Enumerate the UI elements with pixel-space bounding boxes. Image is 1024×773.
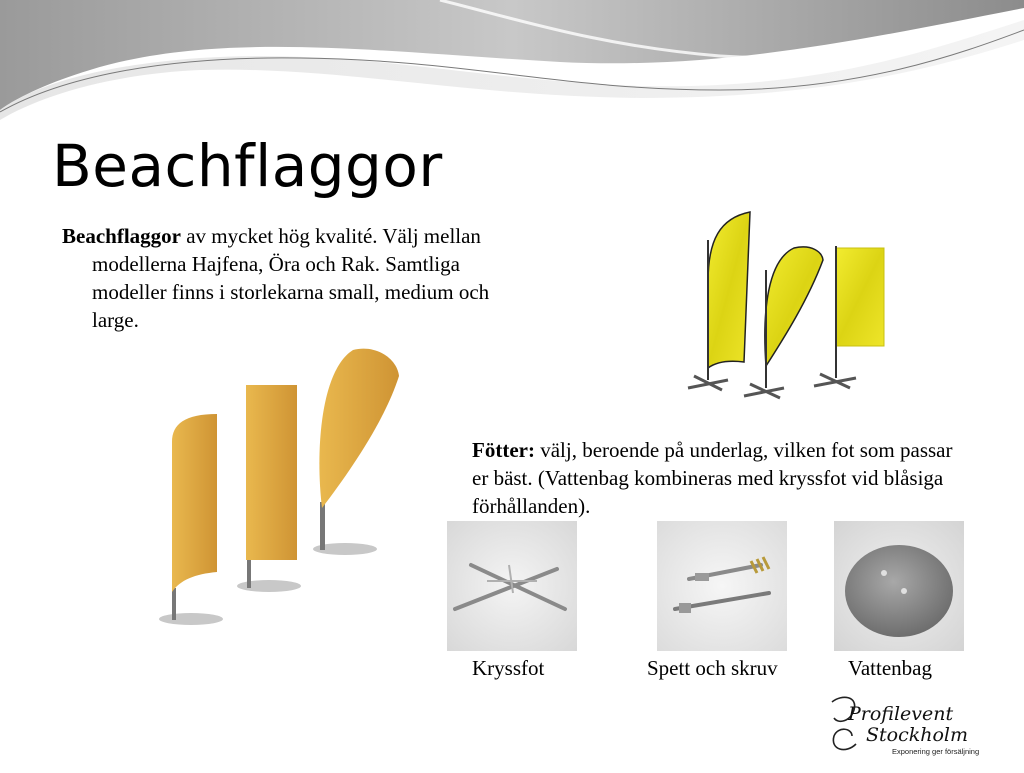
logo-line2: Stockholm bbox=[866, 724, 969, 746]
logo-line1: Profilevent bbox=[848, 703, 954, 725]
feet-text: välj, beroende på underlag, vilken fot som passar er bäst. (Vattenbag kombineras med kryssfot vid blåsiga förhållanden). bbox=[472, 438, 953, 518]
logo-mark bbox=[818, 684, 1014, 768]
slide-title: Beachflaggor bbox=[52, 132, 443, 200]
cross-foot-photo bbox=[447, 521, 577, 651]
company-logo bbox=[818, 684, 1014, 768]
feet-bold-term: Fötter: bbox=[472, 438, 535, 462]
caption-kryssfot: Kryssfot bbox=[472, 656, 545, 680]
yellow-beach-flags-photo bbox=[608, 190, 972, 418]
spike-and-screw-photo bbox=[657, 521, 787, 651]
orange-beach-flags-image bbox=[155, 340, 405, 630]
header-swoosh bbox=[0, 0, 1024, 130]
feet-paragraph bbox=[472, 436, 972, 520]
intro-paragraph bbox=[62, 222, 512, 334]
yellow-flags-drawing bbox=[608, 190, 972, 418]
caption-spett-och-skruv: Spett och skruv bbox=[647, 656, 778, 680]
intro-bold-term: Beachflaggor bbox=[62, 224, 181, 248]
water-bag-photo bbox=[834, 521, 964, 651]
intro-text: av mycket hög kvalité. Välj mellan modellerna Hajfena, Öra och Rak. Samtliga modeller finns i storlekarna small, medium och large. bbox=[92, 224, 490, 332]
logo-tagline: Exponering ger försäljning bbox=[892, 747, 980, 756]
caption-vattenbag: Vattenbag bbox=[848, 656, 932, 680]
